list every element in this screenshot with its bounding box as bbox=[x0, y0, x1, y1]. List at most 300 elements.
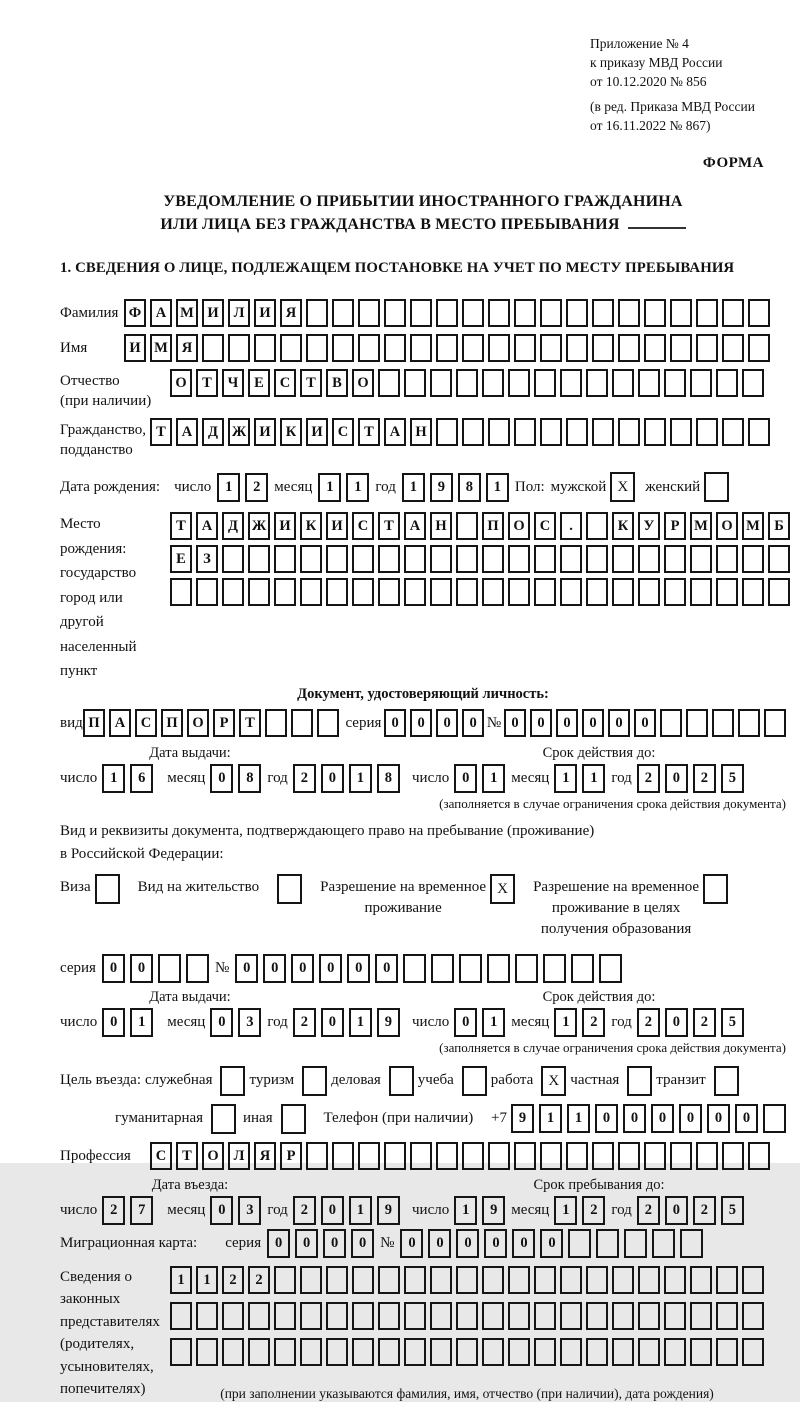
char-cell[interactable]: С bbox=[352, 512, 374, 540]
char-cell[interactable] bbox=[566, 299, 588, 327]
char-cell[interactable]: 1 bbox=[170, 1266, 192, 1294]
char-cell[interactable]: К bbox=[300, 512, 322, 540]
char-cell[interactable] bbox=[566, 418, 588, 446]
char-cell[interactable] bbox=[326, 545, 348, 573]
char-cell[interactable]: 2 bbox=[637, 1196, 660, 1225]
char-cell[interactable]: О bbox=[170, 369, 192, 397]
char-cell[interactable] bbox=[534, 578, 556, 606]
char-cell[interactable]: И bbox=[254, 418, 276, 446]
char-cell[interactable]: 1 bbox=[554, 764, 577, 793]
char-cell[interactable]: Ф bbox=[124, 299, 146, 327]
legal-reps-cells-row2[interactable] bbox=[170, 1302, 764, 1330]
char-cell[interactable] bbox=[456, 512, 478, 540]
char-cell[interactable] bbox=[280, 334, 302, 362]
char-cell[interactable] bbox=[274, 578, 296, 606]
char-cell[interactable]: Т bbox=[176, 1142, 198, 1170]
char-cell[interactable]: 0 bbox=[321, 1196, 344, 1225]
char-cell[interactable] bbox=[326, 578, 348, 606]
char-cell[interactable] bbox=[482, 1302, 504, 1330]
char-cell[interactable] bbox=[586, 578, 608, 606]
char-cell[interactable] bbox=[456, 1302, 478, 1330]
char-cell[interactable] bbox=[586, 1338, 608, 1366]
birth-day-cells[interactable] bbox=[217, 473, 268, 502]
char-cell[interactable] bbox=[488, 334, 510, 362]
char-cell[interactable]: 0 bbox=[400, 1229, 423, 1258]
char-cell[interactable] bbox=[696, 334, 718, 362]
char-cell[interactable] bbox=[222, 1338, 244, 1366]
char-cell[interactable] bbox=[690, 545, 712, 573]
char-cell[interactable] bbox=[508, 1266, 530, 1294]
char-cell[interactable] bbox=[586, 512, 608, 540]
char-cell[interactable] bbox=[670, 1142, 692, 1170]
char-cell[interactable]: 0 bbox=[375, 954, 398, 983]
char-cell[interactable]: С bbox=[274, 369, 296, 397]
char-cell[interactable]: 1 bbox=[349, 1008, 372, 1037]
char-cell[interactable] bbox=[482, 369, 504, 397]
char-cell[interactable] bbox=[456, 578, 478, 606]
char-cell[interactable] bbox=[384, 334, 406, 362]
char-cell[interactable] bbox=[482, 1266, 504, 1294]
char-cell[interactable] bbox=[222, 1302, 244, 1330]
char-cell[interactable]: С bbox=[135, 709, 157, 737]
char-cell[interactable] bbox=[534, 369, 556, 397]
char-cell[interactable]: Я bbox=[176, 334, 198, 362]
char-cell[interactable] bbox=[170, 1302, 192, 1330]
char-cell[interactable] bbox=[488, 418, 510, 446]
char-cell[interactable] bbox=[690, 578, 712, 606]
char-cell[interactable] bbox=[586, 1266, 608, 1294]
char-cell[interactable] bbox=[202, 334, 224, 362]
char-cell[interactable]: . bbox=[560, 512, 582, 540]
purpose-other-checkbox[interactable] bbox=[281, 1104, 306, 1134]
char-cell[interactable] bbox=[508, 1302, 530, 1330]
char-cell[interactable] bbox=[274, 1266, 296, 1294]
char-cell[interactable] bbox=[300, 545, 322, 573]
char-cell[interactable] bbox=[722, 299, 744, 327]
char-cell[interactable]: Я bbox=[280, 299, 302, 327]
char-cell[interactable] bbox=[768, 545, 790, 573]
char-cell[interactable] bbox=[560, 1266, 582, 1294]
char-cell[interactable] bbox=[514, 334, 536, 362]
char-cell[interactable] bbox=[644, 1142, 666, 1170]
char-cell[interactable]: 0 bbox=[665, 1196, 688, 1225]
char-cell[interactable] bbox=[592, 418, 614, 446]
char-cell[interactable] bbox=[716, 369, 738, 397]
char-cell[interactable]: И bbox=[326, 512, 348, 540]
char-cell[interactable]: 0 bbox=[651, 1104, 674, 1133]
char-cell[interactable]: 0 bbox=[210, 1008, 233, 1037]
surname-cells[interactable] bbox=[124, 299, 770, 327]
residence-issue-day-cells[interactable] bbox=[102, 1008, 153, 1037]
char-cell[interactable]: 0 bbox=[665, 764, 688, 793]
char-cell[interactable]: А bbox=[150, 299, 172, 327]
char-cell[interactable]: 1 bbox=[102, 764, 125, 793]
char-cell[interactable]: 5 bbox=[721, 764, 744, 793]
char-cell[interactable] bbox=[430, 545, 452, 573]
char-cell[interactable] bbox=[748, 299, 770, 327]
char-cell[interactable] bbox=[410, 1142, 432, 1170]
char-cell[interactable]: Л bbox=[228, 299, 250, 327]
temp-residence-edu-checkbox[interactable] bbox=[703, 874, 728, 904]
char-cell[interactable] bbox=[410, 334, 432, 362]
char-cell[interactable]: 0 bbox=[235, 954, 258, 983]
char-cell[interactable] bbox=[306, 299, 328, 327]
char-cell[interactable] bbox=[254, 334, 276, 362]
char-cell[interactable] bbox=[352, 578, 374, 606]
char-cell[interactable] bbox=[638, 545, 660, 573]
char-cell[interactable]: 2 bbox=[582, 1196, 605, 1225]
char-cell[interactable]: М bbox=[690, 512, 712, 540]
birthplace-cells-row3[interactable] bbox=[170, 578, 790, 606]
char-cell[interactable] bbox=[358, 334, 380, 362]
char-cell[interactable]: С bbox=[332, 418, 354, 446]
char-cell[interactable]: М bbox=[742, 512, 764, 540]
char-cell[interactable] bbox=[652, 1229, 675, 1258]
char-cell[interactable]: 2 bbox=[693, 764, 716, 793]
char-cell[interactable] bbox=[738, 709, 760, 737]
char-cell[interactable]: 0 bbox=[556, 709, 578, 737]
residence-series-cells[interactable] bbox=[102, 954, 209, 983]
char-cell[interactable] bbox=[712, 709, 734, 737]
char-cell[interactable] bbox=[352, 1266, 374, 1294]
char-cell[interactable] bbox=[664, 369, 686, 397]
residence-expiry-year-cells[interactable] bbox=[637, 1008, 744, 1037]
char-cell[interactable] bbox=[592, 299, 614, 327]
char-cell[interactable] bbox=[763, 1104, 786, 1133]
char-cell[interactable]: З bbox=[196, 545, 218, 573]
char-cell[interactable] bbox=[300, 1338, 322, 1366]
char-cell[interactable]: Т bbox=[378, 512, 400, 540]
char-cell[interactable] bbox=[462, 334, 484, 362]
entry-year-cells[interactable] bbox=[293, 1196, 400, 1225]
char-cell[interactable]: 0 bbox=[319, 954, 342, 983]
char-cell[interactable] bbox=[514, 1142, 536, 1170]
char-cell[interactable] bbox=[403, 954, 426, 983]
char-cell[interactable]: 0 bbox=[504, 709, 526, 737]
char-cell[interactable] bbox=[680, 1229, 703, 1258]
char-cell[interactable]: 0 bbox=[210, 764, 233, 793]
char-cell[interactable]: С bbox=[534, 512, 556, 540]
char-cell[interactable]: Я bbox=[254, 1142, 276, 1170]
char-cell[interactable]: 0 bbox=[582, 709, 604, 737]
char-cell[interactable]: Р bbox=[280, 1142, 302, 1170]
char-cell[interactable] bbox=[488, 299, 510, 327]
char-cell[interactable]: 1 bbox=[554, 1196, 577, 1225]
char-cell[interactable] bbox=[430, 369, 452, 397]
profession-cells[interactable] bbox=[150, 1142, 770, 1170]
title-blank-line[interactable] bbox=[628, 213, 686, 229]
char-cell[interactable]: 0 bbox=[321, 1008, 344, 1037]
char-cell[interactable]: А bbox=[404, 512, 426, 540]
char-cell[interactable] bbox=[384, 1142, 406, 1170]
char-cell[interactable] bbox=[748, 1142, 770, 1170]
char-cell[interactable] bbox=[170, 578, 192, 606]
char-cell[interactable]: 1 bbox=[217, 473, 240, 502]
char-cell[interactable]: Т bbox=[300, 369, 322, 397]
char-cell[interactable] bbox=[300, 1302, 322, 1330]
char-cell[interactable] bbox=[742, 369, 764, 397]
char-cell[interactable]: 0 bbox=[462, 709, 484, 737]
char-cell[interactable] bbox=[596, 1229, 619, 1258]
char-cell[interactable] bbox=[456, 545, 478, 573]
char-cell[interactable] bbox=[352, 1338, 374, 1366]
char-cell[interactable]: Е bbox=[248, 369, 270, 397]
char-cell[interactable] bbox=[317, 709, 339, 737]
char-cell[interactable] bbox=[618, 1142, 640, 1170]
temp-residence-checkbox[interactable]: X bbox=[490, 874, 515, 904]
char-cell[interactable] bbox=[430, 1338, 452, 1366]
char-cell[interactable]: 0 bbox=[512, 1229, 535, 1258]
char-cell[interactable]: 2 bbox=[102, 1196, 125, 1225]
char-cell[interactable]: 0 bbox=[454, 764, 477, 793]
char-cell[interactable]: А bbox=[384, 418, 406, 446]
char-cell[interactable] bbox=[638, 578, 660, 606]
char-cell[interactable] bbox=[670, 299, 692, 327]
char-cell[interactable]: 2 bbox=[293, 1196, 316, 1225]
char-cell[interactable] bbox=[378, 1302, 400, 1330]
char-cell[interactable] bbox=[696, 418, 718, 446]
char-cell[interactable]: М bbox=[176, 299, 198, 327]
char-cell[interactable] bbox=[716, 1338, 738, 1366]
char-cell[interactable] bbox=[300, 578, 322, 606]
char-cell[interactable] bbox=[686, 709, 708, 737]
char-cell[interactable] bbox=[514, 418, 536, 446]
char-cell[interactable] bbox=[722, 334, 744, 362]
char-cell[interactable]: 8 bbox=[458, 473, 481, 502]
char-cell[interactable]: 9 bbox=[511, 1104, 534, 1133]
char-cell[interactable] bbox=[586, 545, 608, 573]
char-cell[interactable] bbox=[430, 1302, 452, 1330]
char-cell[interactable] bbox=[436, 418, 458, 446]
char-cell[interactable] bbox=[742, 1302, 764, 1330]
char-cell[interactable]: Т bbox=[358, 418, 380, 446]
char-cell[interactable]: К bbox=[280, 418, 302, 446]
char-cell[interactable]: 0 bbox=[410, 709, 432, 737]
char-cell[interactable]: 0 bbox=[263, 954, 286, 983]
char-cell[interactable] bbox=[534, 545, 556, 573]
gender-male-checkbox[interactable]: X bbox=[610, 472, 635, 502]
char-cell[interactable] bbox=[586, 369, 608, 397]
birth-month-cells[interactable] bbox=[318, 473, 369, 502]
char-cell[interactable]: 0 bbox=[428, 1229, 451, 1258]
char-cell[interactable] bbox=[612, 1266, 634, 1294]
char-cell[interactable] bbox=[534, 1338, 556, 1366]
char-cell[interactable] bbox=[690, 1302, 712, 1330]
char-cell[interactable]: 8 bbox=[238, 764, 261, 793]
identity-expiry-year-cells[interactable] bbox=[637, 764, 744, 793]
char-cell[interactable] bbox=[462, 1142, 484, 1170]
char-cell[interactable] bbox=[332, 334, 354, 362]
char-cell[interactable] bbox=[228, 334, 250, 362]
char-cell[interactable]: У bbox=[638, 512, 660, 540]
char-cell[interactable] bbox=[456, 1338, 478, 1366]
char-cell[interactable] bbox=[742, 578, 764, 606]
char-cell[interactable] bbox=[358, 299, 380, 327]
char-cell[interactable]: 1 bbox=[454, 1196, 477, 1225]
char-cell[interactable] bbox=[352, 545, 374, 573]
char-cell[interactable] bbox=[664, 1302, 686, 1330]
char-cell[interactable]: 6 bbox=[130, 764, 153, 793]
char-cell[interactable] bbox=[599, 954, 622, 983]
char-cell[interactable] bbox=[384, 299, 406, 327]
char-cell[interactable] bbox=[722, 418, 744, 446]
char-cell[interactable]: 2 bbox=[245, 473, 268, 502]
char-cell[interactable] bbox=[274, 1302, 296, 1330]
char-cell[interactable]: О bbox=[716, 512, 738, 540]
char-cell[interactable] bbox=[326, 1338, 348, 1366]
char-cell[interactable]: 8 bbox=[377, 764, 400, 793]
char-cell[interactable] bbox=[612, 1338, 634, 1366]
char-cell[interactable] bbox=[540, 418, 562, 446]
char-cell[interactable]: 0 bbox=[102, 1008, 125, 1037]
char-cell[interactable] bbox=[300, 1266, 322, 1294]
char-cell[interactable] bbox=[430, 1266, 452, 1294]
char-cell[interactable]: 0 bbox=[484, 1229, 507, 1258]
char-cell[interactable] bbox=[638, 369, 660, 397]
char-cell[interactable]: 2 bbox=[637, 1008, 660, 1037]
char-cell[interactable] bbox=[436, 1142, 458, 1170]
char-cell[interactable] bbox=[618, 299, 640, 327]
visa-checkbox[interactable] bbox=[95, 874, 120, 904]
char-cell[interactable]: 2 bbox=[693, 1196, 716, 1225]
char-cell[interactable] bbox=[482, 1338, 504, 1366]
char-cell[interactable] bbox=[378, 1266, 400, 1294]
char-cell[interactable] bbox=[638, 1302, 660, 1330]
residence-permit-checkbox[interactable] bbox=[277, 874, 302, 904]
char-cell[interactable]: 2 bbox=[293, 764, 316, 793]
char-cell[interactable] bbox=[560, 578, 582, 606]
char-cell[interactable]: И bbox=[306, 418, 328, 446]
char-cell[interactable]: 0 bbox=[608, 709, 630, 737]
residence-expiry-day-cells[interactable] bbox=[454, 1008, 505, 1037]
char-cell[interactable] bbox=[488, 1142, 510, 1170]
char-cell[interactable] bbox=[332, 1142, 354, 1170]
char-cell[interactable]: 0 bbox=[679, 1104, 702, 1133]
char-cell[interactable]: О bbox=[202, 1142, 224, 1170]
char-cell[interactable] bbox=[404, 545, 426, 573]
char-cell[interactable]: К bbox=[612, 512, 634, 540]
char-cell[interactable]: 1 bbox=[567, 1104, 590, 1133]
purpose-work-checkbox[interactable]: X bbox=[541, 1066, 566, 1096]
char-cell[interactable]: О bbox=[508, 512, 530, 540]
char-cell[interactable]: 2 bbox=[693, 1008, 716, 1037]
residence-expiry-month-cells[interactable] bbox=[554, 1008, 605, 1037]
identity-issue-month-cells[interactable] bbox=[210, 764, 261, 793]
char-cell[interactable]: 0 bbox=[623, 1104, 646, 1133]
char-cell[interactable]: 2 bbox=[582, 1008, 605, 1037]
char-cell[interactable] bbox=[644, 299, 666, 327]
char-cell[interactable] bbox=[664, 1266, 686, 1294]
char-cell[interactable] bbox=[618, 418, 640, 446]
char-cell[interactable]: 0 bbox=[291, 954, 314, 983]
char-cell[interactable] bbox=[248, 545, 270, 573]
char-cell[interactable]: 0 bbox=[210, 1196, 233, 1225]
char-cell[interactable] bbox=[742, 1338, 764, 1366]
char-cell[interactable] bbox=[436, 334, 458, 362]
migration-number-cells[interactable] bbox=[400, 1229, 703, 1258]
char-cell[interactable] bbox=[186, 954, 209, 983]
char-cell[interactable]: 1 bbox=[539, 1104, 562, 1133]
char-cell[interactable] bbox=[560, 1338, 582, 1366]
char-cell[interactable] bbox=[618, 334, 640, 362]
char-cell[interactable] bbox=[764, 709, 786, 737]
char-cell[interactable]: 0 bbox=[595, 1104, 618, 1133]
char-cell[interactable] bbox=[592, 1142, 614, 1170]
char-cell[interactable] bbox=[332, 299, 354, 327]
char-cell[interactable] bbox=[404, 578, 426, 606]
identity-issue-day-cells[interactable] bbox=[102, 764, 153, 793]
char-cell[interactable]: Р bbox=[213, 709, 235, 737]
char-cell[interactable] bbox=[670, 334, 692, 362]
char-cell[interactable] bbox=[404, 1338, 426, 1366]
char-cell[interactable]: 1 bbox=[196, 1266, 218, 1294]
char-cell[interactable] bbox=[459, 954, 482, 983]
char-cell[interactable]: Т bbox=[239, 709, 261, 737]
char-cell[interactable]: О bbox=[187, 709, 209, 737]
char-cell[interactable] bbox=[265, 709, 287, 737]
purpose-business-checkbox[interactable] bbox=[389, 1066, 414, 1096]
char-cell[interactable] bbox=[612, 545, 634, 573]
char-cell[interactable]: 2 bbox=[222, 1266, 244, 1294]
char-cell[interactable]: 3 bbox=[238, 1196, 261, 1225]
char-cell[interactable]: 1 bbox=[130, 1008, 153, 1037]
char-cell[interactable] bbox=[690, 369, 712, 397]
char-cell[interactable] bbox=[664, 545, 686, 573]
char-cell[interactable]: М bbox=[150, 334, 172, 362]
char-cell[interactable] bbox=[508, 1338, 530, 1366]
char-cell[interactable] bbox=[514, 299, 536, 327]
char-cell[interactable]: А bbox=[109, 709, 131, 737]
char-cell[interactable] bbox=[534, 1302, 556, 1330]
char-cell[interactable]: Н bbox=[430, 512, 452, 540]
char-cell[interactable]: 0 bbox=[735, 1104, 758, 1133]
char-cell[interactable]: 9 bbox=[377, 1196, 400, 1225]
char-cell[interactable]: П bbox=[482, 512, 504, 540]
char-cell[interactable]: В bbox=[326, 369, 348, 397]
char-cell[interactable] bbox=[378, 1338, 400, 1366]
char-cell[interactable]: 0 bbox=[530, 709, 552, 737]
doc-type-cells[interactable] bbox=[83, 709, 339, 737]
char-cell[interactable]: 2 bbox=[637, 764, 660, 793]
char-cell[interactable] bbox=[487, 954, 510, 983]
char-cell[interactable] bbox=[248, 1338, 270, 1366]
patronymic-cells[interactable] bbox=[170, 369, 764, 397]
purpose-study-checkbox[interactable] bbox=[462, 1066, 487, 1096]
residence-number-cells[interactable] bbox=[235, 954, 622, 983]
char-cell[interactable]: 1 bbox=[486, 473, 509, 502]
char-cell[interactable] bbox=[291, 709, 313, 737]
char-cell[interactable]: Б bbox=[768, 512, 790, 540]
char-cell[interactable] bbox=[560, 545, 582, 573]
char-cell[interactable] bbox=[196, 1302, 218, 1330]
char-cell[interactable]: 1 bbox=[482, 764, 505, 793]
char-cell[interactable] bbox=[158, 954, 181, 983]
char-cell[interactable]: Ж bbox=[248, 512, 270, 540]
residence-issue-year-cells[interactable] bbox=[293, 1008, 400, 1037]
char-cell[interactable] bbox=[543, 954, 566, 983]
char-cell[interactable] bbox=[644, 334, 666, 362]
char-cell[interactable]: 5 bbox=[721, 1008, 744, 1037]
char-cell[interactable] bbox=[248, 578, 270, 606]
char-cell[interactable]: 0 bbox=[456, 1229, 479, 1258]
char-cell[interactable] bbox=[660, 709, 682, 737]
char-cell[interactable] bbox=[716, 1266, 738, 1294]
char-cell[interactable] bbox=[456, 369, 478, 397]
char-cell[interactable]: 1 bbox=[402, 473, 425, 502]
char-cell[interactable] bbox=[326, 1302, 348, 1330]
purpose-humanitarian-checkbox[interactable] bbox=[211, 1104, 236, 1134]
char-cell[interactable] bbox=[644, 418, 666, 446]
